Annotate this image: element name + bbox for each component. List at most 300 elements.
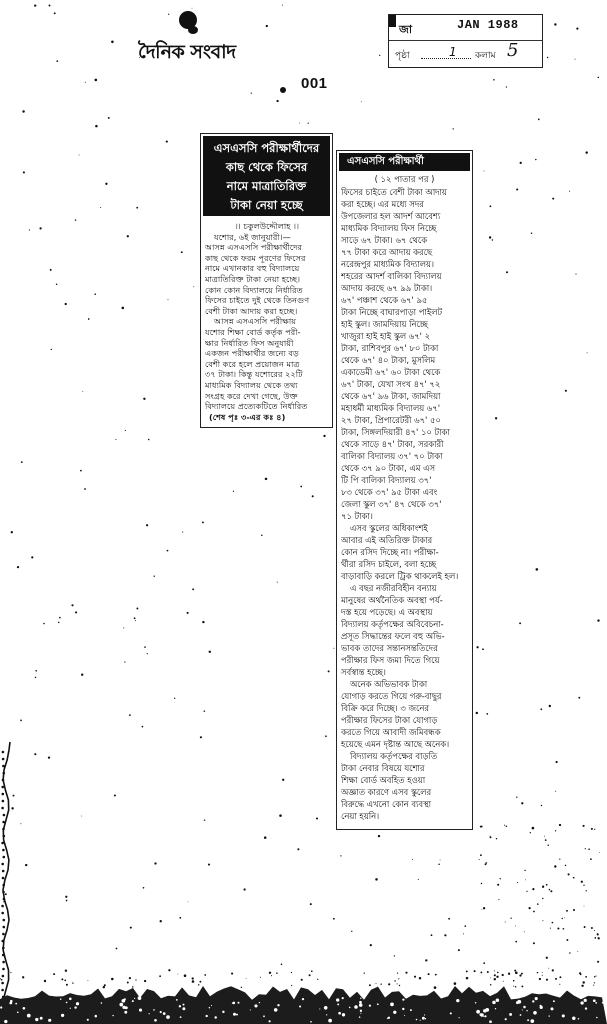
text-line: নরেন্দ্রপুর মাধ্যমিক বিদ্যালয়। bbox=[341, 259, 434, 269]
smudge-texture bbox=[526, 1010, 527, 1011]
scan-speck bbox=[557, 927, 559, 929]
smudge-texture bbox=[299, 1005, 301, 1007]
scan-speck bbox=[34, 753, 36, 755]
scan-speck bbox=[506, 271, 508, 273]
scan-speck bbox=[559, 984, 560, 985]
scan-speck bbox=[209, 651, 211, 653]
scan-speck bbox=[482, 648, 484, 650]
text-line: থেকে ৬৭' ৯৬ টাকা, জামদিয়া bbox=[341, 391, 441, 401]
scan-speck bbox=[496, 838, 497, 839]
scan-speck bbox=[276, 972, 278, 974]
binding-perforation bbox=[1, 982, 4, 985]
smudge-texture bbox=[584, 999, 587, 1002]
scan-speck bbox=[243, 888, 245, 890]
text-line: ক্ষার নির্ধারিত ফিস অনুযায়ী bbox=[205, 337, 294, 348]
scan-speck bbox=[202, 521, 204, 523]
scan-speck bbox=[519, 622, 521, 624]
smudge-texture bbox=[101, 1002, 103, 1004]
binding-perforation bbox=[2, 891, 5, 894]
smudge-texture bbox=[602, 1001, 604, 1003]
scan-speck bbox=[84, 488, 86, 490]
scan-speck bbox=[148, 439, 150, 441]
scan-speck bbox=[124, 661, 125, 662]
scan-speck bbox=[521, 973, 523, 975]
scan-speck bbox=[72, 982, 73, 983]
scan-speck bbox=[444, 934, 446, 936]
text-line: উপজেলার হল আদর্শ আবেশ্য bbox=[341, 211, 441, 221]
scan-speck bbox=[479, 859, 480, 860]
binding-perforation bbox=[2, 793, 5, 796]
scan-speck bbox=[506, 826, 508, 828]
binding-perforation bbox=[2, 877, 5, 880]
scan-speck bbox=[405, 972, 407, 974]
smudge-texture bbox=[259, 1002, 260, 1003]
text-line: সর্বস্বান্ত হচ্ছে। bbox=[341, 667, 386, 677]
text-line: মানুষের অর্থনৈতিক অবস্থা পর্য- bbox=[341, 595, 443, 605]
scan-speck bbox=[167, 299, 168, 300]
scan-speck bbox=[317, 979, 318, 980]
text-line: ৬৭' পঞ্চাশ থেকে ৬৭' ৯৫ bbox=[341, 295, 428, 305]
scan-speck bbox=[159, 975, 161, 977]
smudge-texture bbox=[450, 1012, 452, 1014]
scan-speck bbox=[134, 617, 136, 619]
scan-speck bbox=[520, 162, 522, 164]
smudge-texture bbox=[359, 1001, 362, 1004]
smudge-texture bbox=[527, 1019, 529, 1021]
scan-speck bbox=[208, 864, 210, 866]
scan-speck bbox=[546, 979, 548, 981]
scan-speck bbox=[142, 726, 144, 728]
scan-speck bbox=[129, 977, 131, 979]
smudge-texture bbox=[112, 1015, 113, 1016]
scan-speck bbox=[438, 863, 440, 865]
scan-speck bbox=[541, 805, 542, 806]
scan-speck bbox=[448, 918, 450, 920]
scan-speck bbox=[54, 12, 56, 14]
scan-speck bbox=[533, 911, 535, 913]
stamp-page-row bbox=[389, 40, 542, 67]
scan-speck bbox=[563, 928, 565, 930]
scan-speck bbox=[49, 5, 51, 7]
scan-speck bbox=[575, 59, 576, 60]
text-line: যশোর, ৬ই জানুয়ারী।— bbox=[214, 231, 291, 242]
smudge-texture bbox=[214, 1016, 216, 1018]
scan-speck bbox=[297, 848, 299, 850]
binding-perforation bbox=[2, 779, 5, 782]
binding-perforation bbox=[2, 828, 5, 831]
headline-line: টাকা নেয়া হচ্ছে bbox=[230, 198, 303, 212]
scan-speck bbox=[480, 971, 482, 973]
scan-speck bbox=[22, 110, 24, 112]
scan-speck bbox=[308, 123, 309, 124]
scan-speck bbox=[585, 976, 587, 978]
binding-perforation bbox=[3, 856, 6, 859]
scan-speck bbox=[435, 974, 437, 976]
smudge-texture bbox=[4, 1020, 7, 1023]
scan-speck bbox=[95, 79, 98, 82]
smudge-texture bbox=[338, 1012, 341, 1015]
scan-speck bbox=[397, 983, 398, 984]
smudge-texture bbox=[578, 1018, 580, 1020]
binding-perforation bbox=[1, 905, 4, 908]
scan-speck bbox=[548, 968, 549, 969]
scan-speck bbox=[364, 973, 365, 974]
scan-speck bbox=[65, 970, 67, 972]
scan-speck bbox=[581, 985, 583, 987]
binding-perforation bbox=[2, 821, 5, 824]
stamp-date: JAN 1988 bbox=[457, 18, 519, 32]
newspaper-masthead: দৈনিক সংবাদ bbox=[138, 41, 236, 63]
scan-speck bbox=[11, 531, 13, 533]
scan-speck bbox=[204, 974, 206, 976]
scan-speck bbox=[80, 470, 82, 472]
scan-speck bbox=[516, 797, 517, 798]
text-line: মাত্রাতিরিক্ত টাকা নেয়া হচ্ছে। bbox=[205, 273, 301, 284]
smudge-texture bbox=[76, 1002, 79, 1005]
smudge-texture bbox=[475, 1002, 477, 1004]
paragraph bbox=[205, 316, 329, 411]
paragraph bbox=[341, 522, 469, 582]
scan-speck bbox=[474, 970, 476, 972]
binding-perforation bbox=[3, 898, 6, 901]
binding-perforation bbox=[3, 926, 6, 929]
smudge-texture bbox=[459, 1017, 460, 1018]
smudge-texture bbox=[425, 1018, 426, 1019]
smudge-texture bbox=[160, 1011, 162, 1013]
smudge-texture bbox=[179, 1005, 181, 1007]
scan-speck bbox=[585, 848, 586, 849]
scan-speck bbox=[497, 884, 499, 886]
binding-perforation bbox=[1, 989, 4, 992]
scan-speck bbox=[531, 233, 532, 234]
smudge-texture bbox=[40, 1017, 43, 1020]
scan-speck bbox=[380, 983, 381, 984]
text-line: ৩৭ টাকা। কিন্তু যশোরের ২২টি bbox=[205, 369, 303, 380]
scan-speck bbox=[269, 972, 271, 974]
scan-speck bbox=[316, 817, 318, 819]
scan-speck bbox=[177, 974, 178, 975]
scan-speck bbox=[35, 670, 37, 672]
smudge-texture bbox=[360, 998, 361, 999]
smudge-texture bbox=[509, 1013, 512, 1016]
scan-speck bbox=[514, 970, 516, 972]
scan-speck bbox=[583, 885, 584, 886]
scan-speck bbox=[192, 980, 195, 983]
scan-speck bbox=[561, 918, 562, 919]
scan-speck bbox=[143, 887, 145, 889]
text-line: টাকা, সিঙ্গলদিয়ারী ৪৭' ১০ টাকা bbox=[341, 427, 450, 437]
scan-speck bbox=[35, 677, 37, 679]
scan-speck bbox=[599, 852, 600, 853]
smudge-texture bbox=[540, 1005, 542, 1007]
smudge-texture bbox=[277, 1004, 279, 1006]
scan-speck bbox=[585, 151, 587, 153]
scan-speck bbox=[510, 918, 511, 919]
smudge-texture bbox=[233, 1002, 236, 1005]
stamp-page-label: পৃষ্ঠা bbox=[395, 50, 410, 60]
scan-speck bbox=[100, 207, 101, 208]
smudge-texture bbox=[402, 998, 404, 1000]
scan-speck bbox=[515, 972, 518, 975]
scan-speck bbox=[265, 478, 268, 481]
scan-speck bbox=[81, 816, 82, 817]
scan-speck bbox=[537, 903, 539, 905]
smudge-texture bbox=[125, 1006, 128, 1009]
scan-speck bbox=[569, 191, 570, 192]
scan-speck bbox=[127, 982, 129, 984]
binding-perforation bbox=[1, 912, 4, 915]
smudge-texture bbox=[572, 1017, 576, 1021]
smudge-texture bbox=[233, 1013, 236, 1016]
stamp-date-prefix: জা bbox=[399, 24, 413, 36]
text-line: পরীক্ষার ফিসের টাকা যোগাড় bbox=[341, 715, 438, 725]
binding-perforation bbox=[2, 975, 5, 978]
scan-speck bbox=[48, 756, 50, 758]
scan-speck bbox=[310, 903, 312, 905]
scan-speck bbox=[394, 955, 395, 956]
byline: ।। চকুলউদ্দৌলাহ ।। bbox=[234, 221, 299, 231]
smudge-texture bbox=[369, 1005, 371, 1007]
scan-speck bbox=[555, 978, 557, 980]
scan-speck bbox=[559, 976, 561, 978]
smudge-texture bbox=[182, 1007, 185, 1010]
scan-speck bbox=[29, 229, 30, 230]
scan-speck bbox=[480, 854, 482, 856]
scan-speck bbox=[590, 858, 592, 860]
smudge-texture bbox=[349, 1007, 351, 1009]
scan-speck bbox=[494, 970, 495, 971]
text-line: সংগ্রহ করে দেখা গেছে, উক্ত bbox=[205, 390, 298, 401]
smudge-texture bbox=[328, 1019, 332, 1023]
scan-speck bbox=[490, 836, 491, 837]
smudge-texture bbox=[222, 1011, 224, 1013]
scan-speck bbox=[598, 77, 600, 79]
scan-speck bbox=[546, 957, 548, 959]
scan-speck bbox=[370, 944, 372, 946]
smudge-texture bbox=[495, 1008, 496, 1009]
scan-speck bbox=[546, 884, 548, 886]
smudge-texture bbox=[17, 1011, 19, 1013]
text-line: বেশী করে হলে প্রয়োজন মাত্র bbox=[205, 358, 300, 369]
scan-speck bbox=[544, 836, 545, 837]
scan-speck bbox=[65, 896, 67, 898]
smudge-texture bbox=[61, 1014, 64, 1017]
scan-speck bbox=[108, 117, 110, 119]
smudge-texture bbox=[522, 1009, 523, 1010]
scan-speck bbox=[136, 608, 138, 610]
scan-speck bbox=[555, 791, 556, 792]
scan-speck bbox=[536, 568, 539, 571]
scan-speck bbox=[95, 125, 98, 128]
smudge-texture bbox=[149, 1013, 150, 1014]
scan-speck bbox=[0, 978, 1, 979]
scan-speck bbox=[593, 985, 594, 986]
scan-speck bbox=[361, 101, 362, 102]
text-line: বাড়াবাড়ি করলে ট্রিক থাকলেই হল। bbox=[341, 571, 459, 581]
scan-speck bbox=[17, 566, 19, 568]
binding-perforation bbox=[1, 807, 4, 810]
scan-speck bbox=[168, 969, 170, 971]
headline-line: এসএসসি পরীক্ষার্থীদের bbox=[213, 141, 320, 155]
scan-speck bbox=[66, 900, 68, 902]
smudge-texture bbox=[483, 1009, 486, 1012]
text-line: বেশী টাকা আদায় করা হচ্ছে। bbox=[205, 305, 298, 316]
scan-speck bbox=[434, 986, 437, 989]
scan-speck bbox=[136, 207, 138, 209]
scan-speck bbox=[127, 235, 129, 237]
smudge-texture bbox=[209, 1007, 210, 1008]
scan-speck bbox=[577, 951, 578, 952]
scan-speck bbox=[505, 922, 506, 923]
smudge-texture bbox=[180, 1016, 182, 1018]
scan-speck bbox=[260, 977, 261, 978]
scan-speck bbox=[167, 550, 169, 552]
scan-speck bbox=[492, 239, 493, 240]
scan-speck bbox=[490, 984, 492, 986]
scan-speck bbox=[513, 980, 515, 982]
text-line: র্থীরা রসিদ চাইলে, বলা হচ্ছে bbox=[341, 559, 437, 569]
smudge-texture bbox=[319, 1008, 320, 1009]
scan-speck bbox=[187, 612, 189, 614]
scan-speck bbox=[515, 986, 517, 988]
scan-speck bbox=[271, 975, 272, 976]
scan-speck bbox=[192, 8, 193, 9]
binding-perforation bbox=[2, 800, 5, 803]
smudge-texture bbox=[87, 1019, 89, 1021]
text-line: পরীক্ষার ফিস জমা দিতে গিয়ে bbox=[341, 655, 440, 665]
smudge-texture bbox=[302, 998, 304, 1000]
text-line: যশোর শিক্ষা বোর্ড কর্তৃক পরী- bbox=[205, 326, 301, 337]
scan-speck bbox=[116, 948, 118, 950]
smudge-texture bbox=[74, 1006, 76, 1008]
text-line: থেকে ৬৭' ৪০ টাকা, মুসলিম bbox=[341, 355, 436, 365]
text-line: ২৭ টাকা, প্রিপারেটরী ৬৭' ৫০ bbox=[341, 415, 441, 425]
text-line: এ বছর নজীরবিহীন বন্যায় bbox=[350, 583, 437, 593]
scan-speck bbox=[111, 41, 114, 44]
scan-speck bbox=[143, 398, 145, 400]
archive-stamp bbox=[388, 14, 543, 68]
scan-speck bbox=[597, 961, 599, 963]
text-line: খাজুরা হাই হাই স্কুল ৬৭' ২ bbox=[341, 331, 431, 341]
text-line: বিদ্যালয় কর্তৃপক্ষের বাড়তি bbox=[350, 751, 438, 761]
scan-speck bbox=[532, 888, 534, 890]
scan-speck bbox=[521, 802, 523, 804]
smudge-texture bbox=[324, 1006, 328, 1010]
text-line: হাই স্কুল। জামদিয়ায় নিচ্ছে bbox=[341, 319, 428, 329]
text-line: টাকা নিচ্ছে বাঘারপাড়া পাইলট bbox=[341, 307, 443, 317]
scan-speck bbox=[146, 524, 148, 526]
scan-speck bbox=[537, 972, 539, 974]
scan-speck bbox=[516, 188, 518, 190]
scan-speck bbox=[291, 985, 292, 986]
scan-speck bbox=[123, 627, 124, 628]
smudge-texture bbox=[410, 1009, 412, 1011]
scan-speck bbox=[328, 670, 330, 672]
continued-on-note: (শেষ পৃঃ ৩-এর কঃ ৪) bbox=[209, 411, 286, 422]
scan-speck bbox=[66, 984, 68, 986]
scan-speck bbox=[549, 889, 550, 890]
scan-speck bbox=[481, 883, 482, 884]
scan-speck bbox=[281, 964, 283, 966]
scan-speck bbox=[552, 922, 554, 924]
paragraph bbox=[341, 678, 469, 750]
smudge-texture bbox=[562, 1014, 565, 1017]
smudge-texture bbox=[250, 1009, 251, 1010]
scan-speck bbox=[378, 835, 380, 837]
scan-speck bbox=[174, 698, 175, 699]
smudge-texture bbox=[420, 1020, 421, 1021]
scan-speck bbox=[202, 621, 204, 623]
scan-speck bbox=[549, 705, 551, 707]
smudge-texture bbox=[360, 1010, 362, 1012]
smudge-texture bbox=[132, 1000, 134, 1002]
smudge-texture bbox=[27, 1014, 31, 1018]
text-line: জেলা স্কুল ৩৭' ৪৭ থেকে ৩৭' bbox=[341, 499, 442, 509]
binding-perforation bbox=[2, 884, 5, 887]
scan-speck bbox=[545, 839, 547, 841]
scan-speck bbox=[573, 909, 575, 911]
smudge-texture bbox=[124, 1011, 127, 1014]
scan-speck bbox=[502, 974, 504, 976]
scan-speck bbox=[122, 307, 125, 310]
scan-speck bbox=[188, 902, 189, 903]
text-line: ভাবক তাদের সন্তানসন্ততিদের bbox=[341, 643, 438, 653]
scan-speck bbox=[301, 979, 303, 981]
scan-speck bbox=[564, 918, 565, 919]
scan-speck bbox=[75, 219, 76, 220]
scan-speck bbox=[56, 284, 58, 286]
scan-speck bbox=[414, 976, 416, 978]
text-line: যোগাড় করতে গিয়ে গরু-বাছুর bbox=[341, 691, 442, 701]
scan-speck bbox=[300, 486, 302, 488]
scan-speck bbox=[486, 713, 488, 715]
smudge-texture bbox=[166, 1015, 170, 1019]
text-line: থেকে সাড়ে ৪৭' টাকা, সরকারী bbox=[341, 439, 444, 449]
scan-speck bbox=[325, 735, 327, 737]
scan-speck bbox=[154, 862, 156, 864]
scan-speck bbox=[179, 917, 181, 919]
smudge-texture bbox=[359, 1003, 363, 1007]
scan-speck bbox=[412, 859, 413, 860]
scan-speck bbox=[65, 303, 67, 305]
scan-speck bbox=[483, 962, 485, 964]
scan-speck bbox=[323, 435, 325, 437]
scan-speck bbox=[486, 862, 488, 864]
binding-perforation bbox=[1, 863, 4, 866]
scan-speck bbox=[496, 976, 498, 978]
binding-perforation bbox=[3, 772, 6, 775]
stamp-column-value: 5 bbox=[507, 40, 519, 61]
smudge-texture bbox=[0, 1006, 2, 1008]
scan-speck bbox=[513, 986, 514, 987]
scan-speck bbox=[494, 978, 496, 980]
scan-speck bbox=[181, 251, 183, 253]
smudge-texture bbox=[183, 1004, 185, 1006]
smudge-texture bbox=[377, 1003, 379, 1005]
scan-speck bbox=[586, 890, 587, 891]
scan-speck bbox=[20, 823, 21, 824]
scan-speck bbox=[277, 582, 278, 583]
scan-speck bbox=[542, 920, 543, 921]
scan-speck bbox=[588, 848, 590, 850]
binding-perforation bbox=[2, 947, 5, 950]
scan-speck bbox=[494, 974, 496, 976]
binding-perforation bbox=[1, 786, 4, 789]
smudge-texture bbox=[456, 999, 459, 1002]
stamp-column-label: কলাম bbox=[475, 50, 496, 60]
paragraph bbox=[205, 232, 329, 317]
smudge-texture bbox=[310, 1021, 312, 1023]
